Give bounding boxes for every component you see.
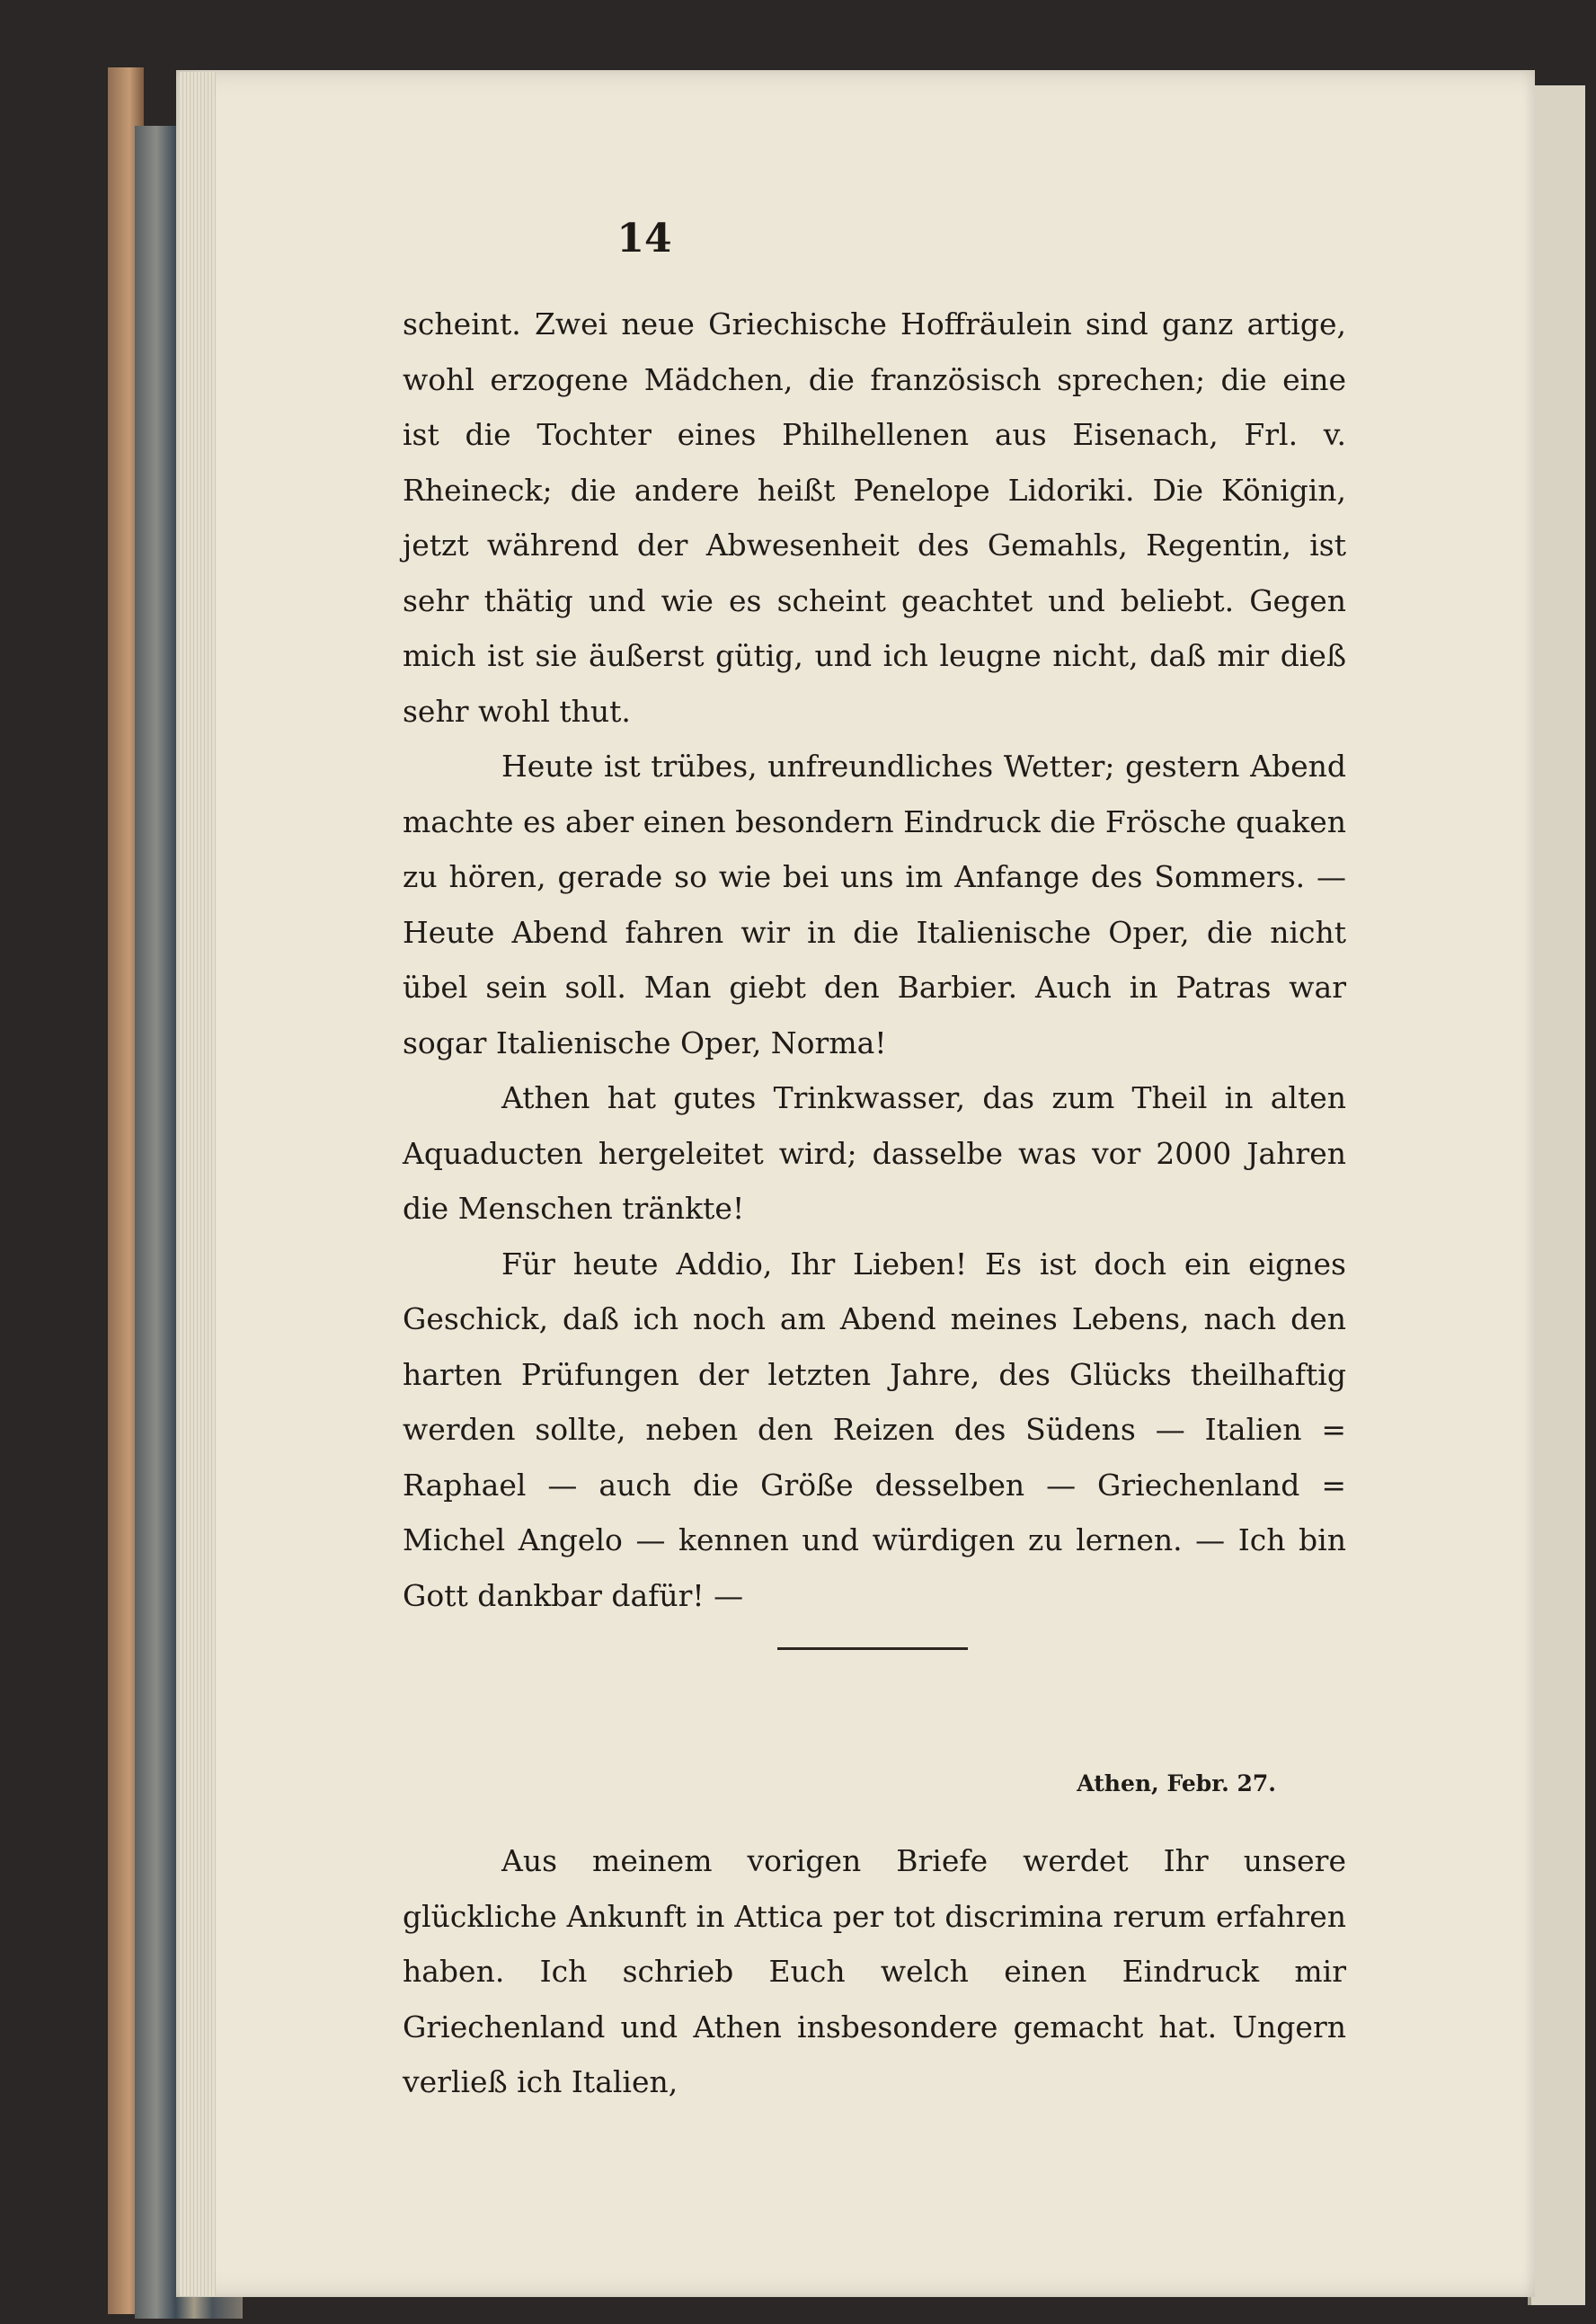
body-text-top: [403, 297, 1346, 1623]
paragraph: Für heute Addio, Ihr Lieben! Es ist doch ein eignes Geschick, daß ich noch am Abend meines Lebens, nach den harten Prüfungen der letzten Jahre, des Glücks theilhaftig werden sollte, neben den Reizen des Südens — Italien = Raphael — auch die Größe desselben — Griechenland = Michel Angelo — kennen und würdigen zu lernen. — Ich bin Gott dankbar dafür! —: [403, 1246, 1346, 1613]
section-divider: [777, 1647, 968, 1650]
page-number: 14: [616, 216, 672, 262]
paragraph: Aus meinem vorigen Briefe werdet Ihr unsere glückliche Ankunft in Attica per tot discrimina rerum erfahren haben. Ich schrieb Euch welch einen Eindruck mir Griechenland und Athen insbesondere gemacht hat. Ungern verließ ich Italien,: [403, 1843, 1346, 2099]
paragraph: scheint. Zwei neue Griechische Hoffräulein sind ganz artige, wohl erzogene Mädchen, die französisch sprechen; die eine ist die Tochter eines Philhellenen aus Eisenach, Frl. v. Rheineck; die andere heißt Penelope Lidoriki. Die Königin, jetzt während der Abwesenheit des Gemahls, Regentin, ist sehr thätig und wie es scheint geachtet und beliebt. Gegen mich ist sie äußerst gütig, und ich leugne nicht, daß mir dieß sehr wohl thut.: [403, 306, 1346, 729]
dateline: Athen, Febr. 27.: [1077, 1770, 1276, 1796]
page-stack-edges: [180, 72, 216, 2296]
paragraph: Athen hat gutes Trinkwasser, das zum Theil in alten Aquaducten hergeleitet wird; dasselbe was vor 2000 Jahren die Menschen tränkte!: [403, 1080, 1346, 1226]
body-text-bottom: [403, 1833, 1346, 2110]
facing-page-edge: [1528, 85, 1585, 2305]
paragraph: Heute ist trübes, unfreundliches Wetter; gestern Abend machte es aber einen besondern Eindruck die Frösche quaken zu hören, gerade so wie bei uns im Anfange des Sommers. — Heute Abend fahren wir in die Italienische Oper, die nicht übel sein soll. Man giebt den Barbier. Auch in Patras war sogar Italienische Oper, Norma!: [403, 749, 1346, 1060]
